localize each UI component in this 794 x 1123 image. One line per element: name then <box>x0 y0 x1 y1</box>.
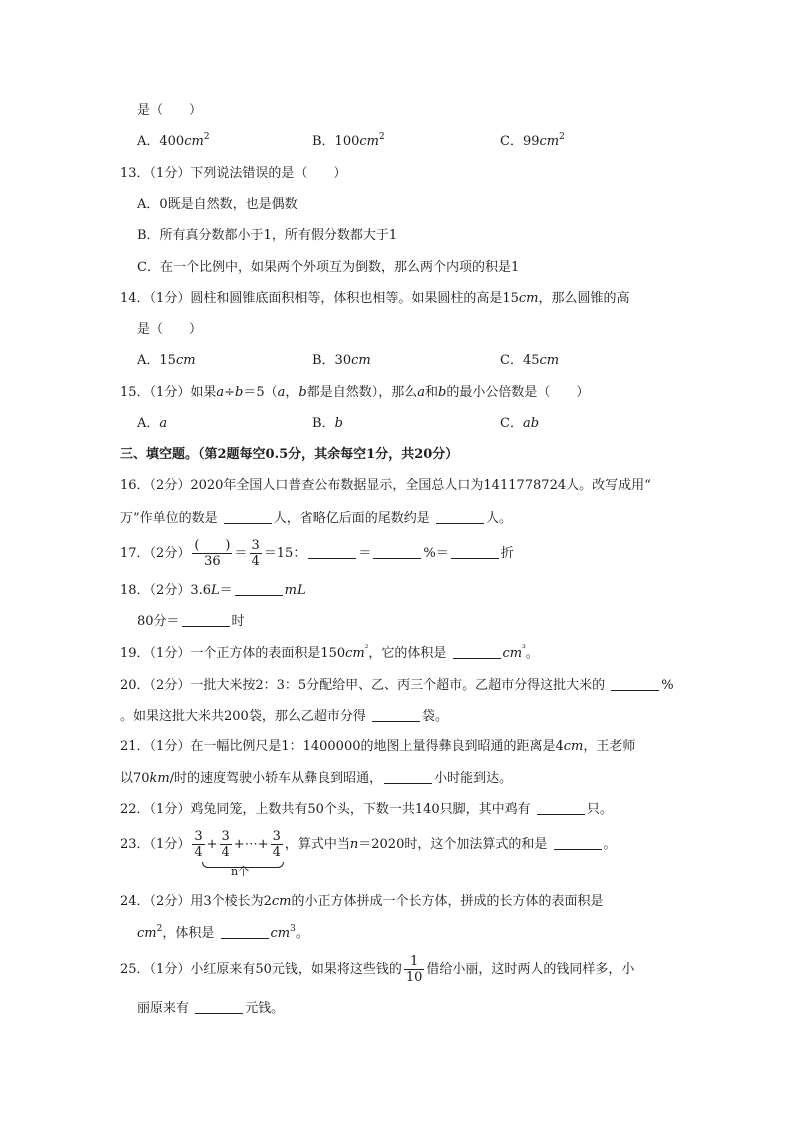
q25-fraction: $\frac{1}{10}$ <box>405 954 423 985</box>
q14-stem-line2: 是（ ） <box>137 322 203 337</box>
q20-blank-2[interactable] <box>372 707 420 722</box>
q12-option-c: C．$99cm^2$ <box>500 132 565 149</box>
q23-underbrace-label: n个 <box>231 865 250 878</box>
q18-line2: 80分＝ 时 <box>137 614 245 629</box>
q23-fraction-3: $\frac{3}{4}$ <box>272 829 281 860</box>
q12-tail-text: 是（ ） <box>137 103 203 118</box>
q23-fraction-1: $\frac{3}{4}$ <box>194 829 203 860</box>
q14-stem-line1: 14．（1分）圆柱和圆锥底面积相等，体积也相等。如果圆柱的高是15cm，那么圆锥的高 <box>120 291 630 306</box>
q22-blank[interactable] <box>537 800 585 815</box>
q24-line2: $cm^2$，体积是 $cm^3$。 <box>137 924 309 941</box>
q13-option-b: B．所有真分数都小于1，所有假分数都大于1 <box>137 228 398 243</box>
q13-stem: 13．（1分）下列说法错误的是（ ） <box>120 166 347 181</box>
q15-stem: 15．（1分）如果a÷b＝5（a，b都是自然数），那么a和b的最小公倍数是（ ） <box>120 385 590 400</box>
q18-blank-1[interactable] <box>235 581 283 596</box>
q23-stem: 23．（1分） $\frac{3}{4}$ + $\frac{3}{4}$ +⋯+ $\frac{3}{4}$ ，算式中当n＝2020时，这个加法算式的和是 。 <box>120 829 617 860</box>
q15-option-c: C．ab <box>500 416 540 431</box>
q16-stem-line1: 16．（2分）2020年全国人口普查公布数据显示，全国总人口为1411778724人。改写成用“ <box>120 478 651 493</box>
q17-blank-3[interactable] <box>451 544 499 559</box>
q24-blank[interactable] <box>221 924 269 939</box>
q15-option-b: B．b <box>312 416 343 431</box>
q13-option-a: A．0既是自然数，也是偶数 <box>137 197 298 212</box>
q17-fraction-1: $\frac{( )}{36}$ <box>194 538 231 569</box>
q15-option-a: A．a <box>137 416 168 431</box>
q21-blank[interactable] <box>384 769 432 784</box>
q14-option-c: C．45cm <box>500 353 560 368</box>
q17-fraction-2: $\frac{3}{4}$ <box>251 538 260 569</box>
q13-option-c: C．在一个比例中，如果两个外项互为倒数，那么两个内项的积是1 <box>137 260 520 275</box>
q14-option-b: B．30cm <box>312 353 371 368</box>
q25-blank[interactable] <box>195 999 243 1014</box>
section-heading: 三、填空题。（第2题每空0.5分，其余每空1分，共20分） <box>120 447 459 462</box>
q17-stem: 17．（2分） $\frac{( )}{36}$ ＝ $\frac{3}{4}$ ＝15： ＝ %＝ 折 <box>120 538 514 569</box>
q22-stem: 22．（1分）鸡兔同笼，上数共有50个头，下数一共140只脚，其中鸡有 只。 <box>120 802 613 817</box>
q23-fraction-2: $\frac{3}{4}$ <box>221 829 230 860</box>
q17-blank-1[interactable] <box>308 544 356 559</box>
q20-line2: 。如果这批大米共200袋，那么乙超市分得 袋。 <box>120 709 448 724</box>
q21-line2: 以70km/时的速度驾驶小轿车从彝良到昭通， 小时能到达。 <box>120 771 513 786</box>
q17-blank-2[interactable] <box>373 544 421 559</box>
q18-blank-2[interactable] <box>182 612 230 627</box>
q20-blank-1[interactable] <box>611 676 659 691</box>
q18-line1: 18．（2分）3.6L＝ mL <box>120 583 306 598</box>
q16-blank-1[interactable] <box>224 509 272 524</box>
q16-blank-2[interactable] <box>436 509 484 524</box>
q12-option-a: A．$400cm^2$ <box>137 132 210 149</box>
q24-line1: 24．（2分）用3个棱长为2cm的小正方体拼成一个长方体，拼成的长方体的表面积是 <box>120 894 604 909</box>
q25-line2: 丽原来有 元钱。 <box>137 1001 285 1016</box>
q25-line1: 25．（1分）小红原来有50元钱，如果将这些钱的 $\frac{1}{10}$ 借给小丽，这时两人的钱同样多，小 <box>120 954 635 985</box>
q16-stem-line2: 万”作单位的数是 人，省略亿后面的尾数约是 人。 <box>120 511 512 526</box>
q20-line1: 20．（2分）一批大米按2：3：5分配给甲、乙、丙三个超市。乙超市分得这批大米的 % <box>120 678 674 693</box>
q21-line1: 21．（1分）在一幅比例尺是1：1400000的地图上量得彝良到昭通的距离是4cm，王老师 <box>120 739 636 754</box>
q19-blank[interactable] <box>453 644 501 659</box>
q23-blank[interactable] <box>554 835 602 850</box>
q14-option-a: A．15cm <box>137 353 196 368</box>
q19-stem: 19．（1分）一个正方体的表面积是$150cm^{^2}$，它的体积是 $cm^{^3}$。 <box>120 644 539 661</box>
q12-option-b: B．$100cm^2$ <box>312 132 385 149</box>
